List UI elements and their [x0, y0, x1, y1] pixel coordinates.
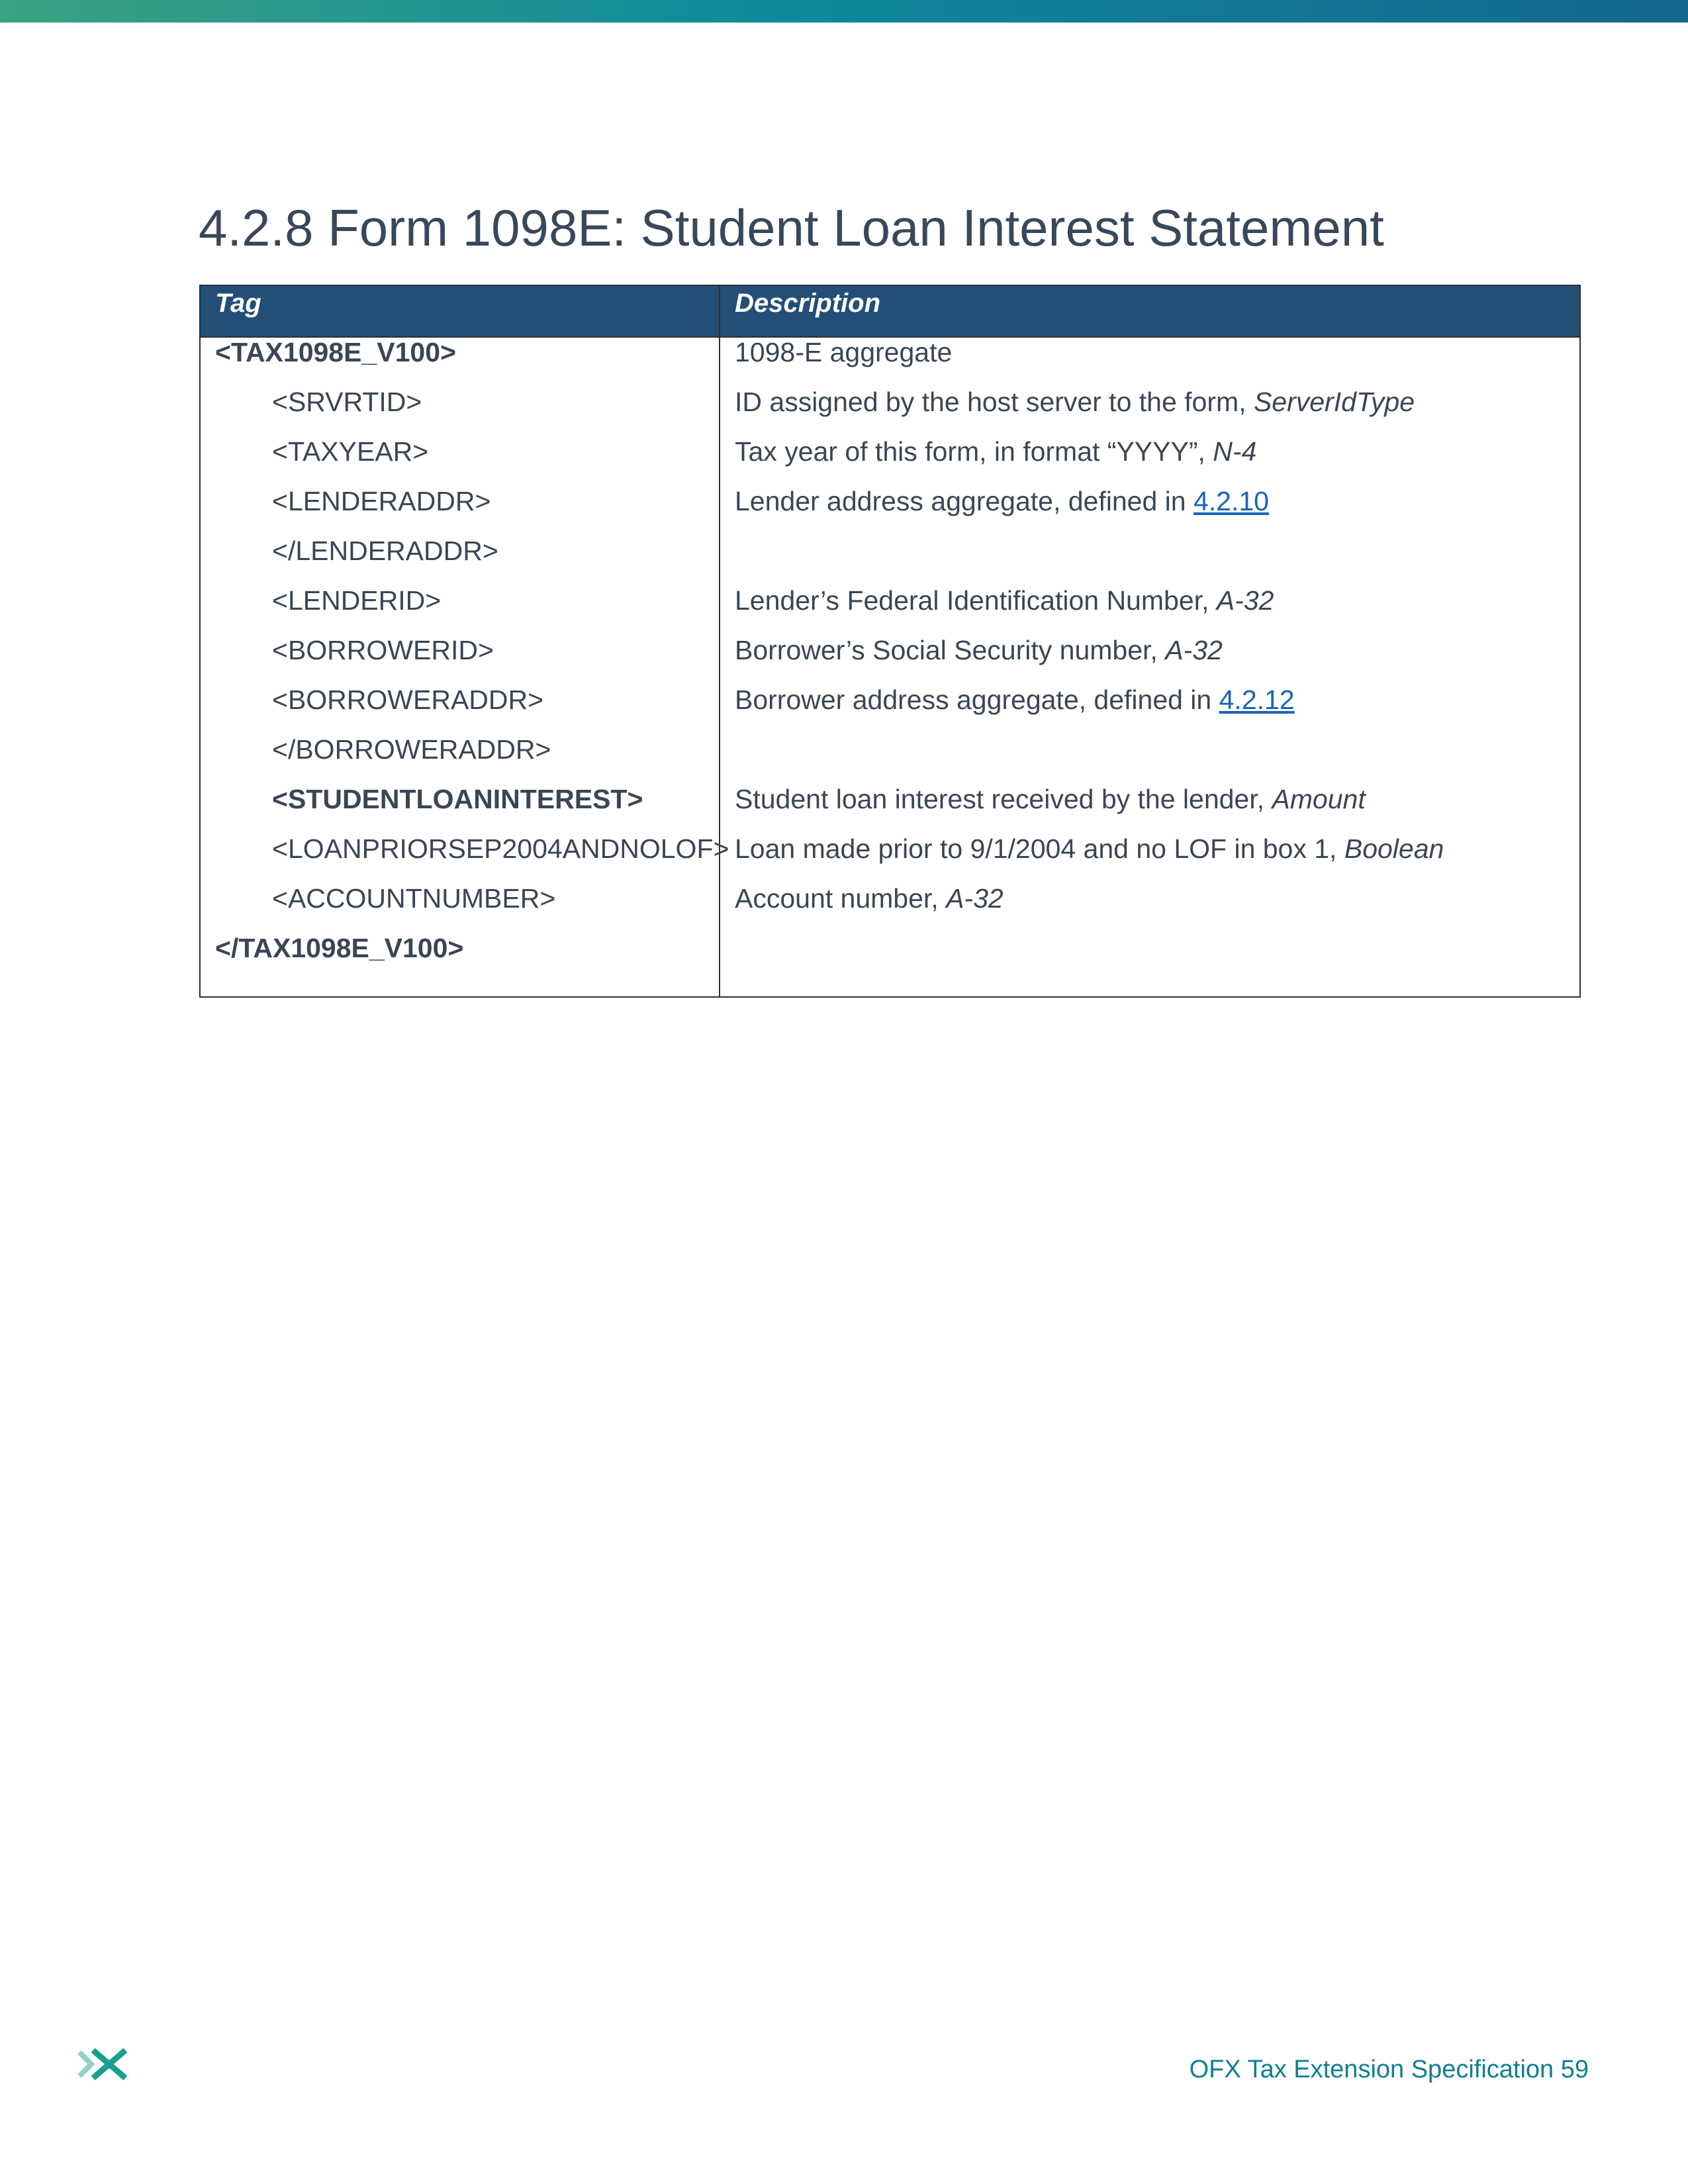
description-text: Account number, [735, 883, 947, 914]
tag-cell: <LOANPRIORSEP2004ANDNOLOF> [272, 833, 729, 864]
tag-cell: <ACCOUNTNUMBER> [272, 883, 556, 914]
description-cell [720, 933, 1579, 983]
section-title: 4.2.8 Form 1098E: Student Loan Interest Statement [199, 199, 1384, 257]
header-tag: Tag [201, 286, 720, 336]
description-cell [720, 487, 1579, 536]
tag-cell: <STUDENTLOANINTEREST> [272, 784, 643, 814]
tag-cell: <LENDERID> [272, 585, 442, 616]
tag-cell: <TAX1098E_V100> [215, 337, 456, 367]
table-body [201, 338, 1579, 996]
description-text: Tax year of this form, in format “YYYY”, [735, 436, 1213, 467]
description-text: Borrower’s Social Security number, [735, 635, 1166, 665]
tag-description-table [199, 285, 1581, 998]
description-cell [720, 536, 1579, 586]
data-type: Amount [1272, 784, 1366, 814]
data-type: A-32 [946, 883, 1004, 914]
header-description: Description [735, 289, 881, 318]
data-type: A-32 [1216, 585, 1274, 616]
description-cell [720, 784, 1579, 834]
tag-cell: </BORROWERADDR> [272, 734, 551, 765]
description-cell [720, 437, 1579, 487]
description-text: Loan made prior to 9/1/2004 and no LOF in box 1, [735, 833, 1344, 864]
section-link-4-2-12[interactable]: 4.2.12 [1219, 685, 1295, 715]
tag-cell: </LENDERADDR> [272, 536, 498, 566]
description-cell [720, 387, 1579, 437]
description-text: Lender’s Federal Identification Number, [735, 585, 1217, 616]
description-cell [720, 884, 1579, 933]
data-type: Boolean [1344, 833, 1444, 864]
description-text: Student loan interest received by the lender, [735, 784, 1272, 814]
tag-column [201, 337, 729, 996]
tag-cell: <TAXYEAR> [272, 436, 429, 467]
footer-page-label: OFX Tax Extension Specification 59 [1189, 2056, 1589, 2083]
description-column [720, 338, 1579, 996]
description-text: Borrower address aggregate, defined in [735, 685, 1219, 715]
tag-cell: <SRVRTID> [272, 387, 422, 417]
tag-cell: <LENDERADDR> [272, 486, 491, 516]
description-text: 1098-E aggregate [735, 337, 953, 367]
data-type: N-4 [1213, 436, 1257, 467]
top-accent-bar [0, 0, 1688, 23]
tag-cell: </TAX1098E_V100> [215, 933, 464, 963]
description-cell [720, 636, 1579, 685]
description-cell [720, 338, 1579, 387]
data-type: A-32 [1165, 635, 1223, 665]
description-cell [720, 586, 1579, 636]
table-header-row [201, 286, 1579, 338]
description-text: Lender address aggregate, defined in [735, 486, 1194, 516]
description-text: ID assigned by the host server to the form, [735, 387, 1254, 417]
ofx-logo-icon [78, 2048, 128, 2080]
description-cell [720, 685, 1579, 735]
tag-cell: <BORROWERID> [272, 635, 494, 665]
section-link-4-2-10[interactable]: 4.2.10 [1193, 486, 1269, 516]
description-cell [720, 834, 1579, 884]
tag-cell: <BORROWERADDR> [272, 685, 544, 715]
data-type: ServerIdType [1253, 387, 1415, 417]
description-cell [720, 735, 1579, 784]
